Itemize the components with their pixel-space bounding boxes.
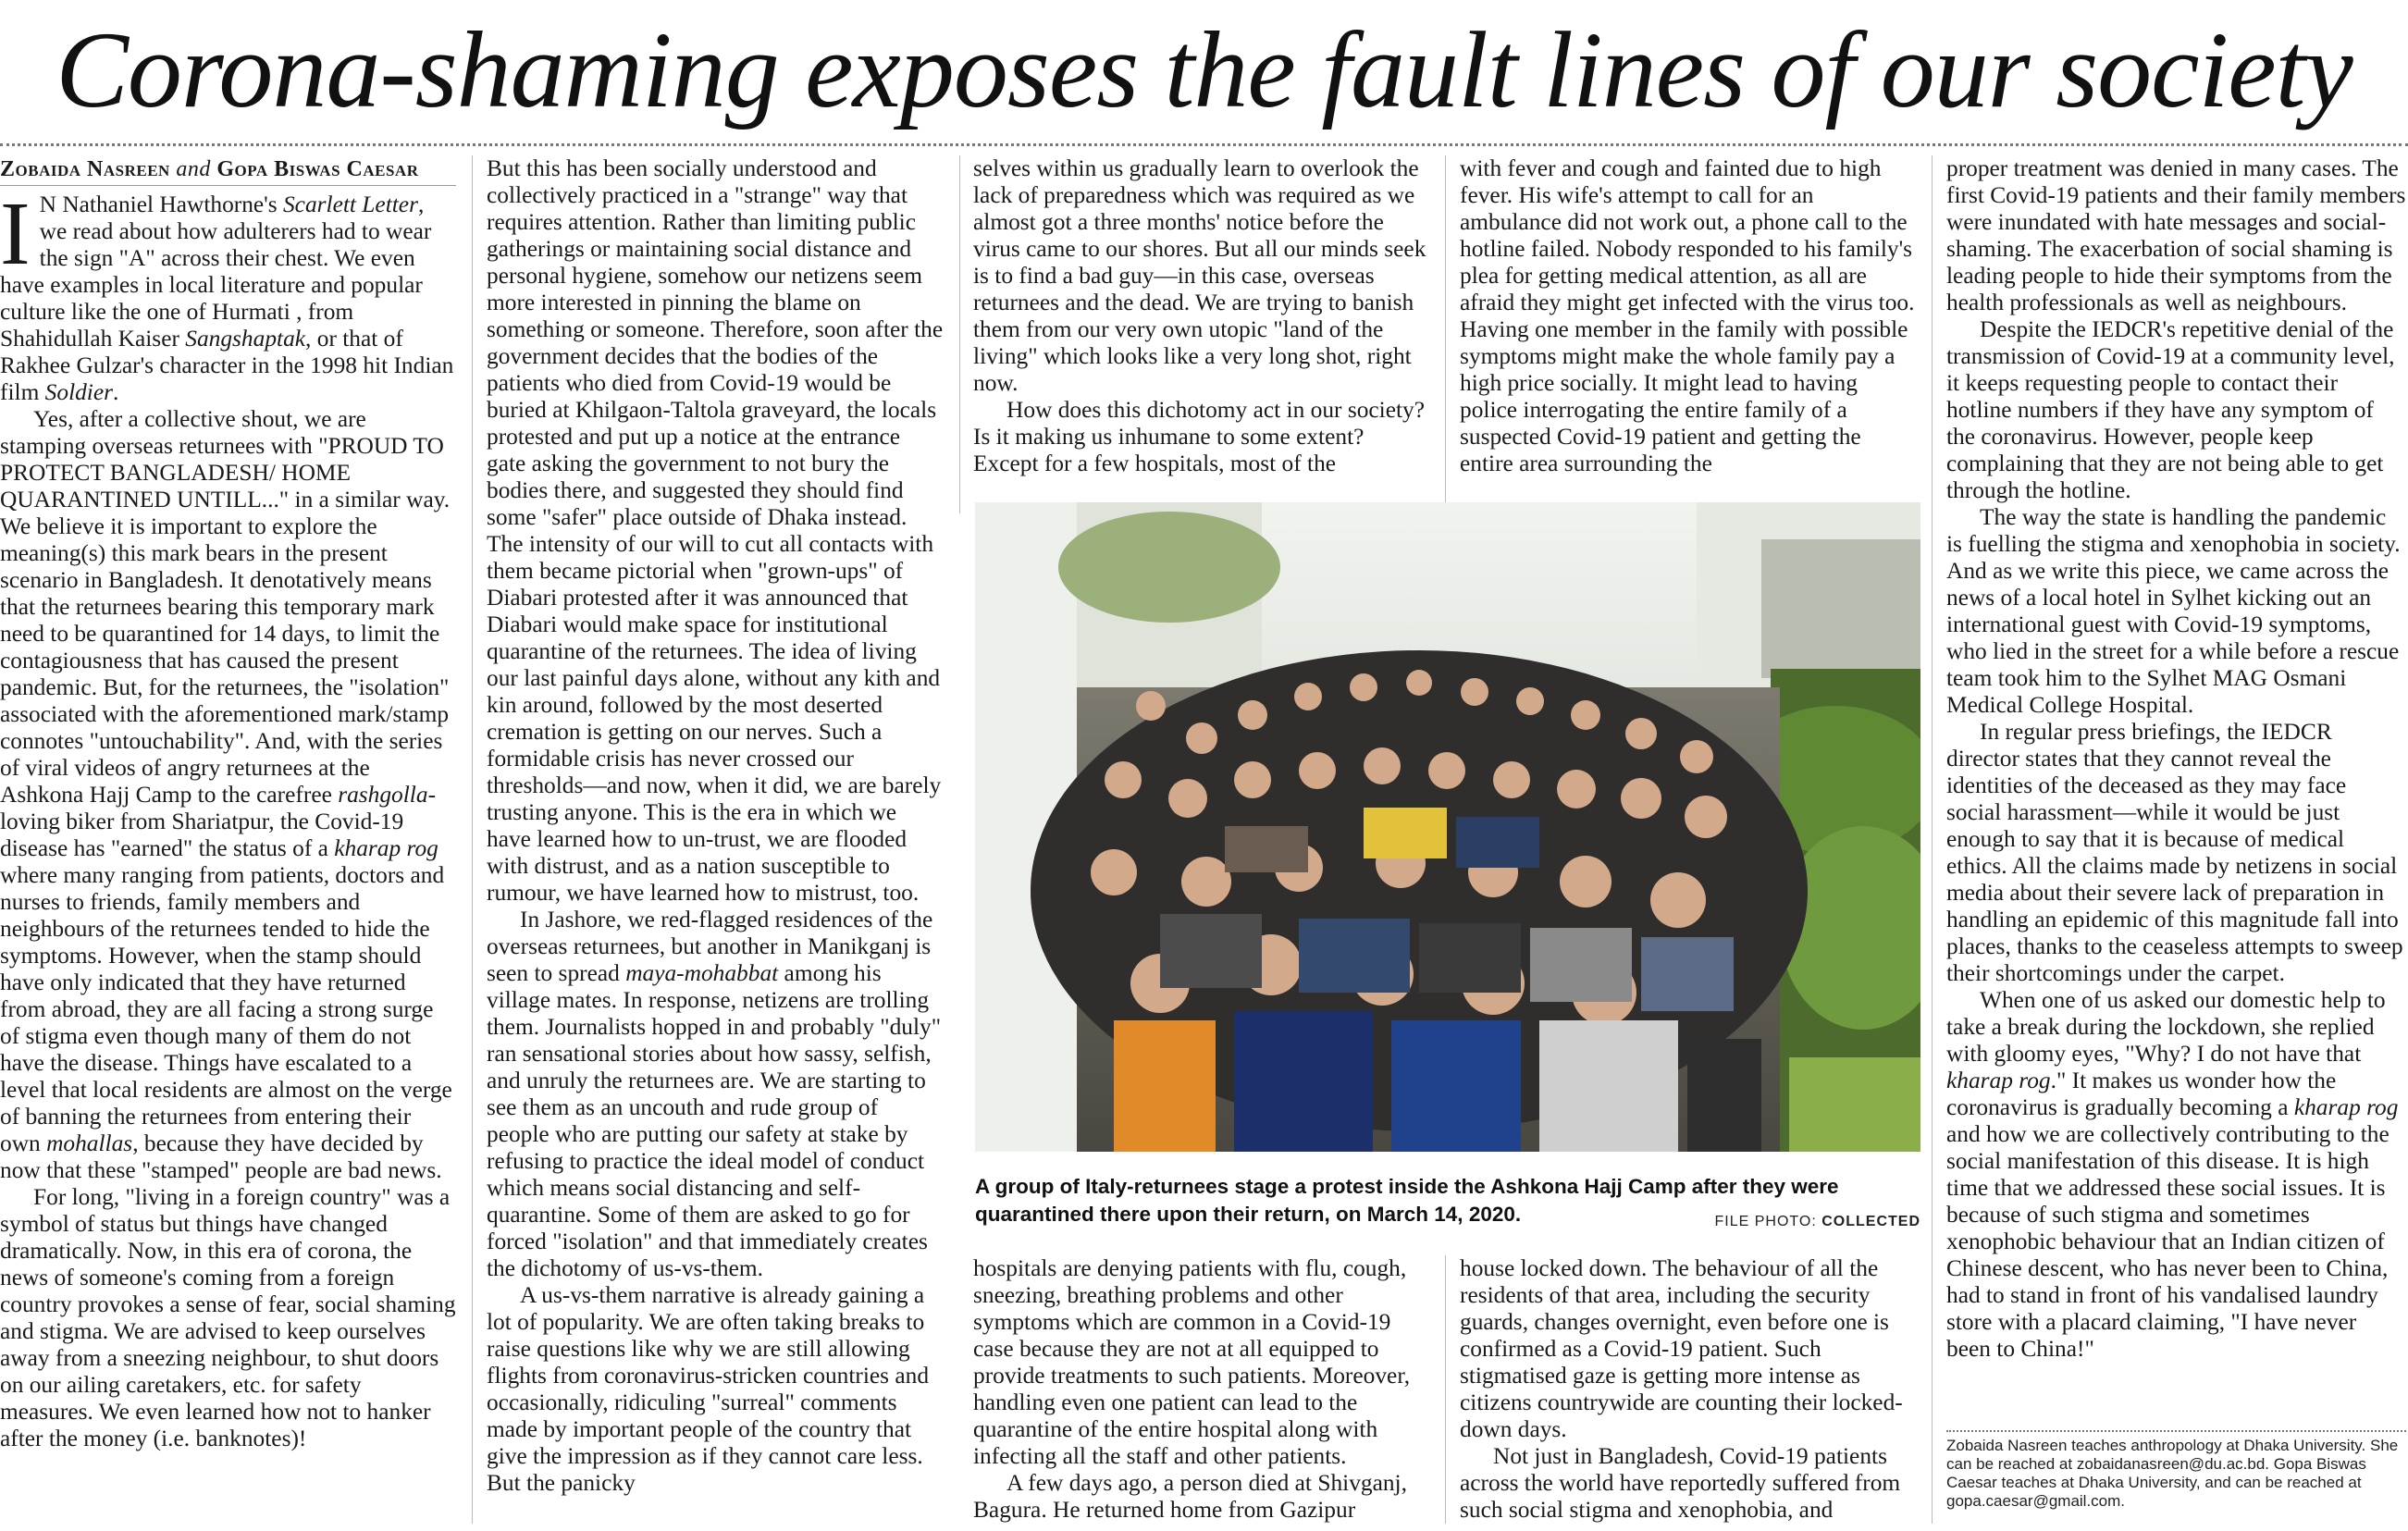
author-bio: Zobaida Nasreen teaches anthropology at Dhaka University. She can be reached at zobaidanasreen@du.ac.bd. Gopa Biswas Caesar teaches at Dhaka University, and can be reached at gopa.caesar@gmail.com.	[1946, 1437, 2399, 1510]
article-column-3-top	[973, 155, 1430, 495]
byline-and: and	[176, 157, 211, 181]
headline-rule	[0, 143, 2408, 146]
paragraph: When one of us asked our domestic help to take a break during the lockdown, she replied with gloomy eyes, "Why? I do not have that kharap rog." It makes us wonder how the coronavirus is gradually becoming a kharap rog and how we are collectively contributing to the social manifestation of this disease. It is high time that we addressed these social issues. It is because of such stigma and sometimes xenophobic behaviour that an Indian citizen of Chinese descent, who has never been to China, had to stand in front of his vandalised laundry store with a placard claiming, "I have never been to China!"	[1946, 987, 2399, 1362]
column-divider	[472, 155, 473, 1524]
paragraph: Yes, after a collective shout, we are stamping overseas returnees with "PROUD TO PROTECT BANGLADESH/ HOME QUARANTINED UNTILL..." in a similar way. We believe it is important to explore the meaning(s) this mark bears in the present scenario in Bangladesh. It denotatively means that the returnees bearing this temporary mark need to be quarantined for 14 days, to limit the contagiousness that has caused the present pandemic. But, for the returnees, the "isolation" associated with the aforementioned mark/stamp connotes "untouchability". And, with the series of viral videos of angry returnees at the Ashkona Hajj Camp to the carefree rashgolla-loving biker from Shariatpur, the Covid-19 disease has "earned" the status of a kharap rog where many ranging from patients, doctors and nurses to friends, family members and neighbours of the returnees tended to hide the symptoms. However, when the stamp should have only indicated that they have returned from abroad, they are all facing a strong surge of stigma even though many of them do not have the disease. Things have escalated to a level that local residents are almost on the verge of banning the returnees from entering their own mohallas, because they have decided by now that these "stamped" people are bad news.	[0, 406, 452, 1183]
photo-caption: A group of Italy-returnees stage a protest inside the Ashkona Hajj Camp after they were quarantined there upon their return, on March 14, 2020.	[975, 1175, 1839, 1226]
paragraph: Despite the IEDCR's repetitive denial of the transmission of Covid-19 at a community level, it keeps requesting people to contact their hotline numbers if they have any symptom of the coronavirus. However, people keep complaining that they are not being able to get through the hotline.	[1946, 316, 2395, 503]
author-name: Zobaida Nasreen	[0, 157, 170, 181]
bio-rule	[1946, 1430, 2406, 1432]
paragraph: house locked down. The behaviour of all the residents of that area, including the security guards, changes overnight, even before one is confirmed as a Covid-19 patient. Such stigmatised gaze is getting more intense as citizens countrywide are counting their locked-down days.	[1460, 1255, 1903, 1442]
byline	[0, 155, 456, 186]
paragraph: I N Nathaniel Hawthorne's Scarlett Letter, we read about how adulterers had to wear the sign "A" across their chest. We even have examples in local literature and popular culture like the one of Hurmati , from Shahidullah Kaiser Sangshaptak, or that of Rakhee Gulzar's character in the 1998 hit Indian film Soldier.	[0, 184, 454, 405]
crowd-photo-illustration	[975, 502, 1920, 1152]
paragraph: The way the state is handling the pandemic is fuelling the stigma and xenophobia in society. And as we write this piece, we came across the news of a local hotel in Sylhet kicking out an international guest with Covid-19 symptoms, who lied in the street for a while before a rescue team took him to the Sylhet MAG Osmani Medical College Hospital.	[1946, 504, 2401, 718]
paragraph: with fever and cough and fainted due to high fever. His wife's attempt to call for an ambulance did not work out, a phone call to the hotline failed. Nobody responded to his family's plea for getting medical attention, as all are afraid they might get infected with the virus too. Having one member in the family with possible symptoms might make the whole family pay a high price socially. It might lead to having police interrogating the entire family of a suspected Covid-19 patient and getting the entire area surrounding the	[1460, 155, 1915, 476]
paragraph: How does this dichotomy act in our society? Is it making us inhumane to some extent? Except for a few hospitals, most of the	[973, 397, 1426, 476]
column-divider	[959, 155, 960, 513]
article-column-4-top	[1460, 155, 1917, 495]
paragraph: A few days ago, a person died at Shivganj, Bagura. He returned home from Gazipur	[973, 1470, 1407, 1523]
author-name: Gopa Biswas Caesar	[216, 157, 419, 181]
article-column-4-bottom	[1460, 1255, 1917, 1524]
photo-credit: FILE PHOTO: COLLECTED	[1714, 1214, 1920, 1229]
column-divider	[1932, 155, 1933, 1524]
article-column-1	[0, 155, 456, 1531]
paragraph: Not just in Bangladesh, Covid-19 patients across the world have reportedly suffered from such social stigma and xenophobia, and	[1460, 1443, 1901, 1523]
article-column-3-bottom	[973, 1255, 1430, 1524]
paragraph: proper treatment was denied in many cases. The first Covid-19 patients and their family members were inundated with hate messages and social-shaming. The exacerbation of social shaming is leading people to hide their symptoms from the health professionals as well as neighbours.	[1946, 155, 2406, 315]
paragraph: In regular press briefings, the IEDCR director states that they cannot reveal the identities of the deceased as they may face social harassment—while it would be just enough to say that it is because of medical ethics. All the claims made by netizens in social media about their severe lack of preparation in handling an epidemic of this magnitude fall into places, thanks to the ceaseless attempts to sweep their shortcomings under the carpet.	[1946, 719, 2403, 986]
paragraph: But this has been socially understood and collectively practiced in a "strange" way that requires attention. Rather than limiting public gatherings or maintaining social distance and personal hygiene, somehow our netizens seem more interested in pinning the blame on something or someone. Therefore, soon after the government decides that the bodies of the patients who died from Covid-19 would be buried at Khilgaon-Taltola graveyard, the locals protested and put up a notice at the entrance gate asking the government to not bury the bodies there, and suggested they should find some "safer" place outside of Dhaka instead. The intensity of our will to cut all contacts with them became pictorial when "grown-ups" of Diabari protested after it was announced that Diabari would make space for institutional quarantine of the returnees. The idea of living our last painful days alone, without any kith and kin around, followed by the most deserted cremation is getting on our nerves. Such a formidable crisis has never crossed our thresholds—and now, when it did, we are barely trusting anyone. This is the era in which we have learned how to un-trust, we are flooded with distrust, and as a nation susceptible to rumour, we have learned how to mistrust, too.	[487, 155, 944, 906]
paragraph: hospitals are denying patients with flu, cough, sneezing, breathing problems and other symptoms which are common in a Covid-19 case because they are not at all equipped to provide treatments to such patients. Moreover, handling even one patient can lead to the quarantine of the entire hospital along with infecting all the staff and other patients.	[973, 1255, 1411, 1469]
article-column-2	[487, 155, 944, 1531]
headline: Corona-shaming exposes the fault lines of our society	[56, 9, 2352, 130]
paragraph: For long, "living in a foreign country" was a symbol of status but things have changed dramatically. Now, in this era of corona, the news of someone's coming from a foreign country provokes a sense of fear, social shaming and stigma. We are advised to keep ourselves away from a sneezing neighbour, to shut doors on our ailing caretakers, etc. for safety measures. We even learned how not to hanker after the money (i.e. banknotes)!	[0, 1184, 456, 1451]
column-divider	[1445, 155, 1446, 513]
article-column-5	[1946, 155, 2406, 1427]
protest-photo	[975, 502, 1920, 1152]
column-divider	[1445, 1255, 1446, 1524]
drop-cap: I	[0, 184, 31, 284]
paragraph: selves within us gradually learn to overlook the lack of preparedness which was required as we almost got a three months' notice before the virus came to our shores. But all our minds seek is to find a bad guy—in this case, overseas returnees and the dead. We are trying to banish them from our very own utopic "land of the living" which looks like a very long shot, right now.	[973, 155, 1426, 396]
paragraph: In Jashore, we red-flagged residences of the overseas returnees, but another in Manikganj is seen to spread maya-mohabbat among his village mates. In response, netizens are trolling them. Journalists hopped in and probably "duly" ran sensational stories about how sassy, selfish, and unruly the returnees are. We are starting to see them as an uncouth and rude group of people who are putting our safety at stake by refusing to practice the ideal model of conduct which means social distancing and self-quarantine. Some of them are asked to go for forced "isolation" and that immediately creates the dichotomy of us-vs-them.	[487, 907, 942, 1281]
paragraph: A us-vs-them narrative is already gaining a lot of popularity. We are often taking breaks to raise questions like why we are still allowing flights from coronavirus-stricken countries and occasionally, ridiculing "surreal" comments made by important people of the country that give the impression as if they cannot care less. But the panicky	[487, 1282, 930, 1496]
